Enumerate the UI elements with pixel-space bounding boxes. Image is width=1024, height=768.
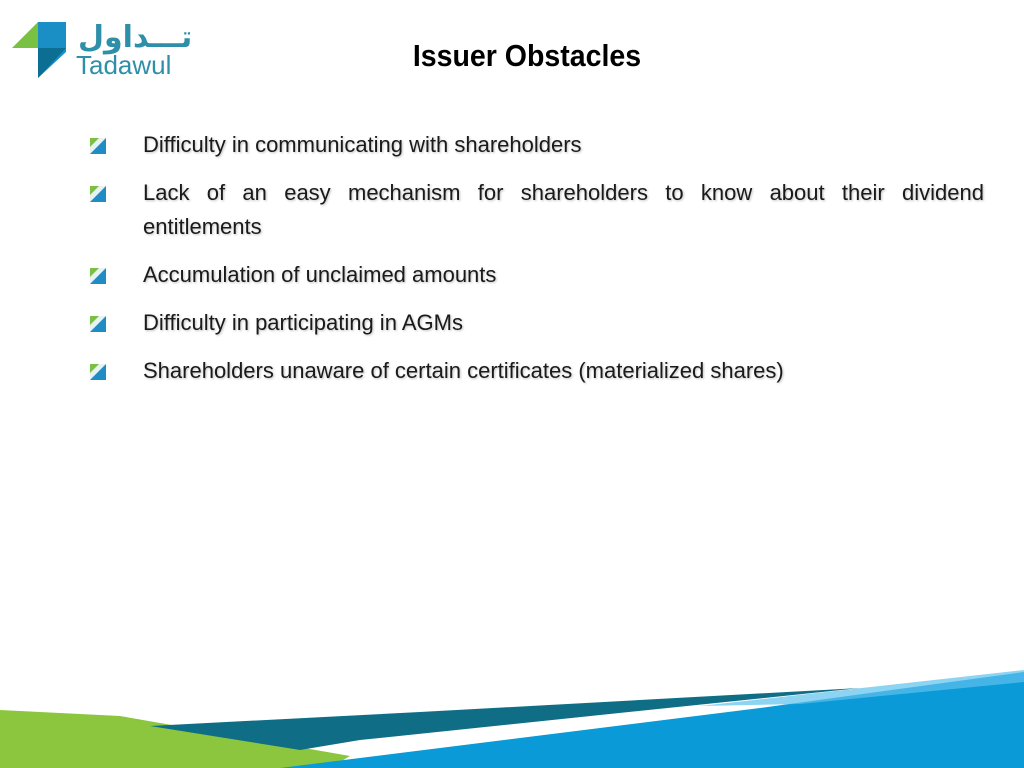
bullet-text: Shareholders unaware of certain certificates (materialized shares) — [143, 358, 784, 383]
bullet-text: Difficulty in communicating with shareholders — [143, 132, 582, 157]
square-bullet-icon — [90, 364, 106, 380]
square-bullet-icon — [90, 186, 106, 202]
logo-arabic-text: تـــداول — [78, 20, 193, 55]
bullet-list — [88, 128, 984, 402]
bullet-item — [88, 354, 984, 388]
bullet-item — [88, 258, 984, 292]
bullet-item — [88, 306, 984, 340]
square-bullet-icon — [90, 138, 106, 154]
bullet-item — [88, 128, 984, 162]
bullet-item — [88, 176, 984, 244]
logo-latin-text: Tadawul — [76, 50, 172, 80]
footer-wave-decoration — [0, 668, 1024, 768]
bullet-text: Accumulation of unclaimed amounts — [143, 262, 497, 287]
bullet-text: Difficulty in participating in AGMs — [143, 310, 463, 335]
bullet-text: Lack of an easy mechanism for shareholders to know about their dividend entitlements — [143, 180, 984, 239]
square-bullet-icon — [90, 268, 106, 284]
square-bullet-icon — [90, 316, 106, 332]
slide-title: Issuer Obstacles — [412, 38, 642, 73]
